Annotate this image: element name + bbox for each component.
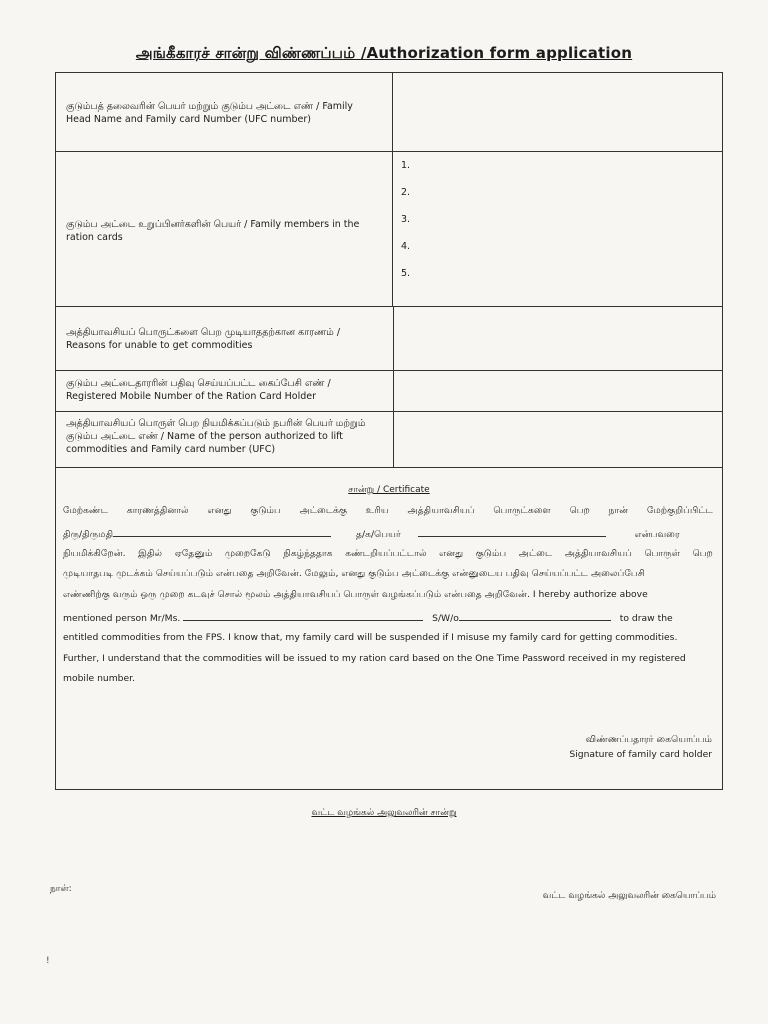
authorized-person-field[interactable] <box>393 412 722 467</box>
head-name-field[interactable] <box>392 73 722 151</box>
reason-field[interactable] <box>393 307 722 370</box>
cert-line-5: எண்ணிற்கு வரும் ஒரு முறை கடவுச் சொல் மூலம் அத்தியாவசியப் பொருள் வழங்கப்படும் என்பதை அறிவேன். I hereby authorize above <box>63 589 648 600</box>
cert-word: அட்டை <box>518 548 553 559</box>
cert-word: ஏதேனும் <box>174 548 213 559</box>
cert-word: பெற <box>692 548 713 559</box>
signature-label: Signature of family card holder <box>569 749 712 760</box>
cert-line-2: திரு/திருமதி த/க/பெயர் என்பவரை <box>63 526 713 541</box>
authorization-form <box>55 72 723 790</box>
swo-blank[interactable] <box>459 610 611 621</box>
row-family-members <box>56 152 722 307</box>
cert-word: நிகழ்ந்ததாக <box>283 548 333 559</box>
cert-word: நியமிக்கிறேன். <box>63 548 126 559</box>
officer-certificate-heading: வட்ட வழங்கல் அலுவலரின் சான்று <box>311 808 457 818</box>
cert-line-1 <box>63 505 713 517</box>
cert-line-3 <box>63 548 713 560</box>
cert-word: உரிய <box>365 505 389 516</box>
page-speck: ! <box>46 956 50 966</box>
cert-word: முறைகேடு <box>224 548 271 559</box>
cert-word: இதில் <box>138 548 163 559</box>
cert-line-8: Further, I understand that the commodities will be issued to my ration card based on the One Time Password received in my registered <box>63 653 686 664</box>
cert-word: மேற்கண்ட <box>63 505 109 516</box>
cert-word: குடும்ப <box>475 548 507 559</box>
cert-word: பெற <box>569 505 590 516</box>
cert-word: கண்டறியப்பட்டால் <box>345 548 427 559</box>
cert-word: எனது <box>439 548 464 559</box>
cert-word: பொருட்களை <box>493 505 551 516</box>
page-title: அங்கீகாரச் சான்று விண்ணப்பம் /Authorization form application <box>135 44 633 62</box>
officer-signature-label: வட்ட வழங்கல் அலுவலரின் கையொப்பம் <box>542 891 716 901</box>
cert-word: காரணத்தினால் <box>126 505 189 516</box>
date-label: நாள்: <box>50 884 72 894</box>
nominee-name-blank[interactable] <box>113 526 331 537</box>
member-5: 5. <box>401 268 411 279</box>
cert-word: அட்டைக்கு <box>299 505 348 516</box>
cert-word: பொருள் <box>644 548 681 559</box>
cert-word: மேற்குறிப்பிட்ட <box>646 505 713 516</box>
cert-word: அத்தியாவசியப் <box>564 548 632 559</box>
member-list <box>401 160 410 295</box>
label-family-members: குடும்ப அட்டை உறுப்பினர்களின் பெயர் / Family members in the ration cards <box>66 219 360 243</box>
member-1: 1. <box>401 160 411 171</box>
cert-line-9: mobile number. <box>63 673 136 684</box>
certificate-heading: சான்று / Certificate <box>348 485 430 495</box>
authorized-person-blank[interactable] <box>183 610 423 621</box>
cert-word: எனது <box>207 505 232 516</box>
row-reason <box>56 307 722 371</box>
member-4: 4. <box>401 241 411 252</box>
member-2: 2. <box>401 187 411 198</box>
family-members-field[interactable] <box>392 152 722 306</box>
row-head-name <box>56 73 722 152</box>
certificate-section <box>56 468 722 791</box>
label-mobile: குடும்ப அட்டைதாரரின் பதிவு செய்யப்பட்ட கைப்பேசி எண் / Registered Mobile Number of the Ration Card Holder <box>66 378 331 402</box>
label-head-name: குடும்பத் தலைவரின் பெயர் மற்றும் குடும்ப அட்டை எண் / Family Head Name and Family card Number (UFC number) <box>66 101 353 125</box>
row-mobile <box>56 371 722 412</box>
cert-word: அத்தியாவசியப் <box>407 505 475 516</box>
label-reason: அத்தியாவசியப் பொருட்களை பெற முடியாததற்கான காரணம் / Reasons for unable to get commodities <box>66 327 341 351</box>
label-authorized-person: அத்தியாவசியப் பொருள் பெற நியமிக்கப்படும் நபரின் பெயர் மற்றும் குடும்ப அட்டை எண் / Name of the person authorized to lift commodities and Family card number (UFC) <box>66 418 366 455</box>
nominee-father-name-blank[interactable] <box>418 526 606 537</box>
cert-line-4: முடியாதபடி முடக்கம் செய்யப்படும் என்பதை அறிவேன். மேலும், எனது குடும்ப அட்டைக்கு என்னுடைய பதிவு செய்யப்பட்ட அலைப்பேசி <box>63 568 645 579</box>
member-3: 3. <box>401 214 411 225</box>
mobile-field[interactable] <box>393 371 722 411</box>
cert-line-7: entitled commodities from the FPS. I know that, my family card will be suspended if I misuse my family card for getting commodities. <box>63 632 678 643</box>
signature-tamil: விண்ணப்பதாரர் கையொப்பம் <box>585 734 712 745</box>
cert-word: குடும்ப <box>250 505 281 516</box>
cert-line-6: mentioned person Mr/Ms. S/W/o to draw the <box>63 610 713 625</box>
cert-word: நான் <box>608 505 629 516</box>
row-authorized-person <box>56 412 722 468</box>
